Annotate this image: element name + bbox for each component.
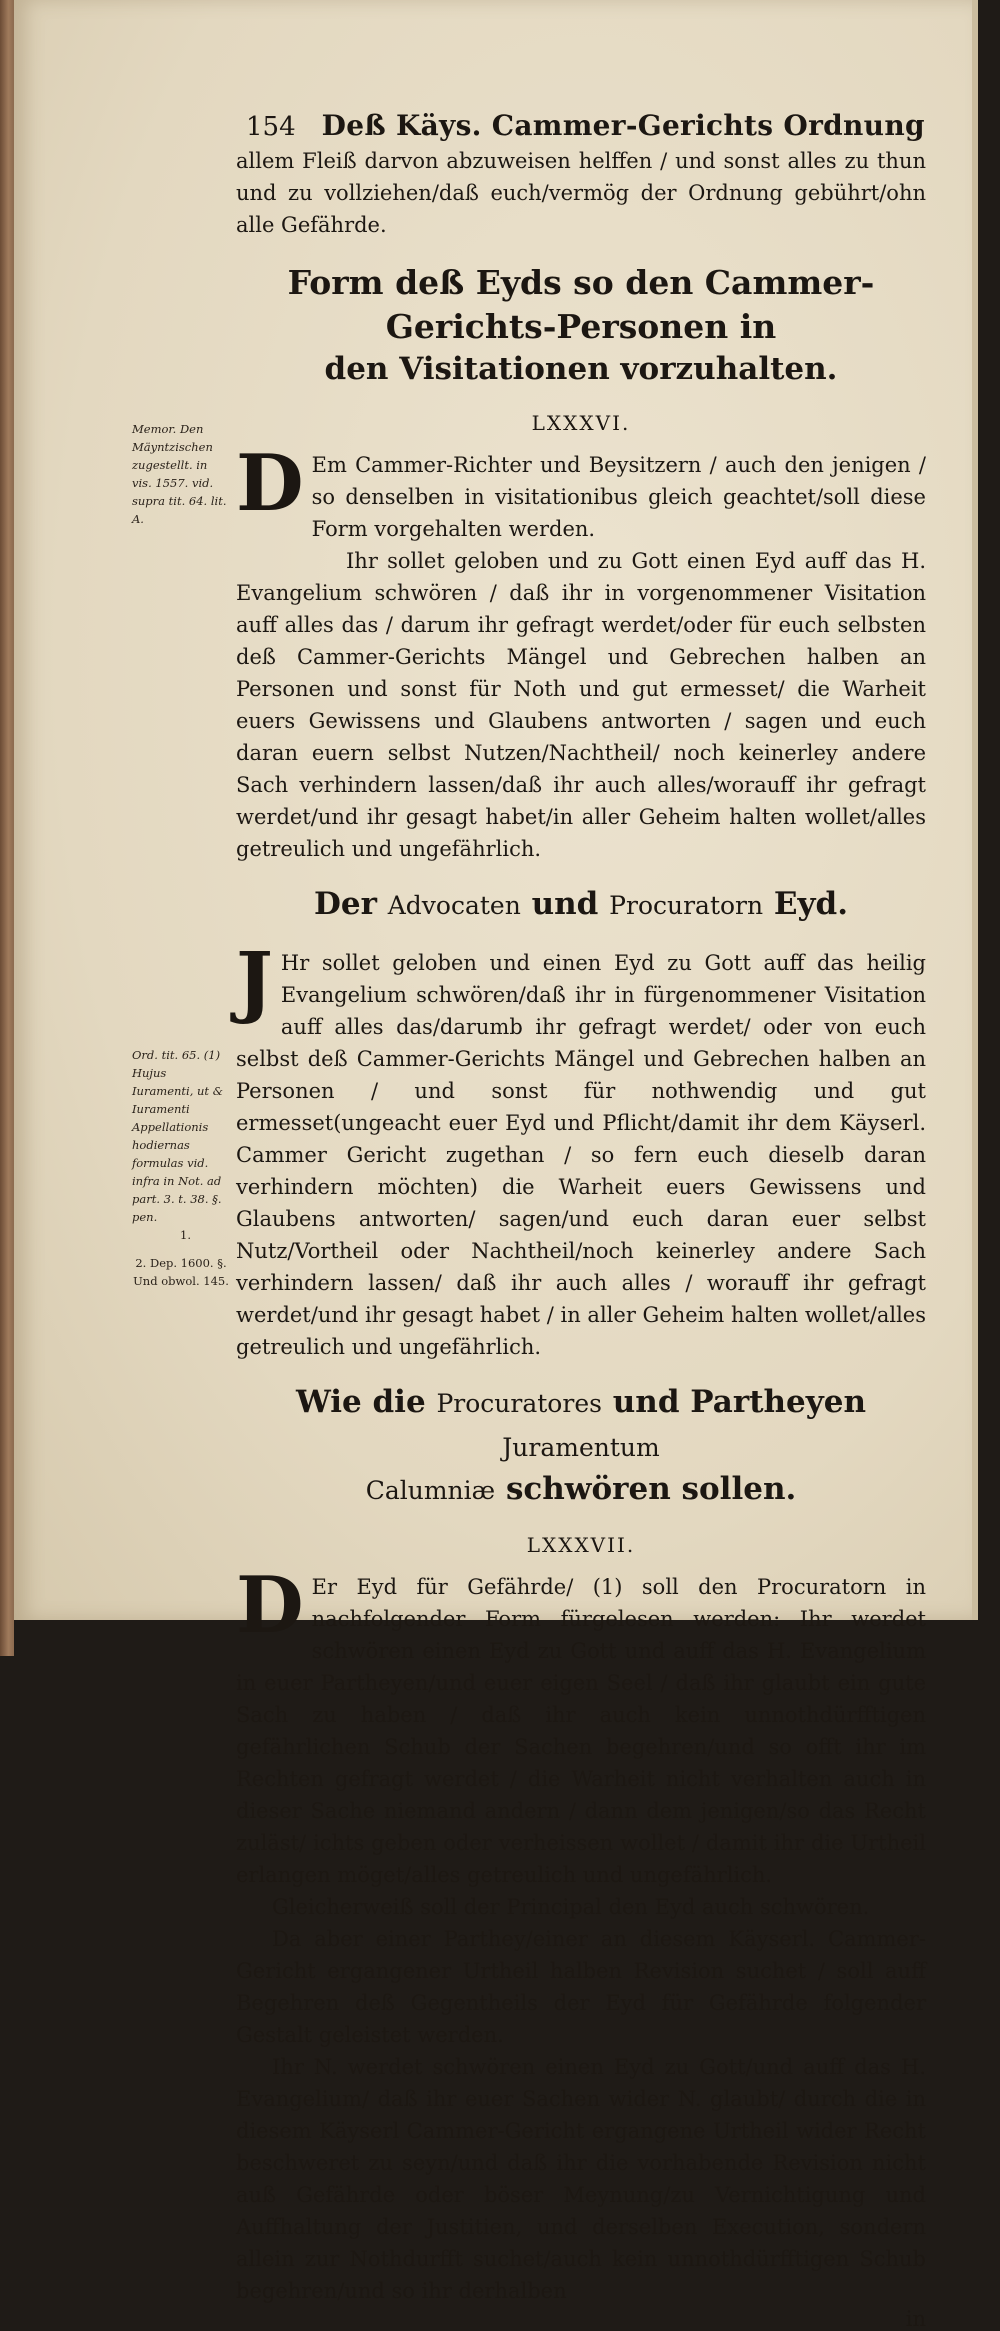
section3-para2: Gleicherweiß soll der Principal den Eyd auch schwören. bbox=[272, 1895, 870, 1919]
section3-heading-schwoeren: schwören sollen. bbox=[505, 1471, 797, 1507]
running-header bbox=[246, 108, 926, 145]
section2-dropcap: J bbox=[236, 936, 273, 1027]
section2-heading-eyd: Eyd. bbox=[773, 886, 849, 922]
section2-heading bbox=[236, 883, 926, 927]
section3-para1: Er Eyd für Gefährde/ (1) soll den Procuratorn in nachfolgender Form fürgelesen werden: Ihr werdet schwören einen Eyd zu Gott und auff das H. Evangelium in euer Partheyen/und euer eigen Seel / daß ihr glaubt ein gute Sach zu haben / daß ihr auch kein unnothdürfftigen gefährlichen Schub der Sachen begehren/und so offt ihr im Rechten gefragt werdet / die Warheit nicht verhalten auch in dieser Sache niemand andern / dann dem jenigen/so das Recht zuläst/ ichts geben oder verheissen wollet / damit ihr die Urtheil erlangen möget/alles getreulich und ungefährlich. bbox=[236, 1575, 926, 1887]
section3-heading-line2 bbox=[236, 1469, 926, 1511]
section1-number: LXXXVI. bbox=[531, 411, 631, 435]
section2-paragraph bbox=[236, 936, 926, 1363]
section1-para1: Em Cammer-Richter und Beysitzern / auch den jenigen / so denselben in visitationibus gleich geachtet/soll diese Form vorgehalten werden. bbox=[311, 453, 926, 541]
section1-heading: Form deß Eyds so den Cammer-Gerichts-Personen in bbox=[287, 263, 875, 346]
margin-note-dep: 2. Dep. 1600. §. Und obwol. 145. bbox=[133, 1256, 229, 1288]
section1-paragraph bbox=[236, 438, 926, 865]
section3-para3: Da aber einer Parthey/einer an diesem Käyserl. Cammer-Gericht ergangener Urtheil halben Revision suchet / soll auff Begehren deß Gegentheils der Eyd für Gefährde folgender Gestalt geleistet werden. bbox=[236, 1927, 926, 2047]
section2-heading-der: Der bbox=[313, 886, 377, 922]
section3-heading-und-partheyen: und Partheyen bbox=[612, 1384, 867, 1420]
section3-paragraph bbox=[236, 1560, 926, 2331]
page-number: 154 bbox=[246, 112, 296, 142]
section3-heading bbox=[236, 1381, 926, 1469]
opening-text: allem Fleiß darvon abzuweisen helffen / und sonst alles zu thun und zu vollziehen/daß euch/vermög der Ordnung gebührt/ohn alle Gefährde. bbox=[236, 149, 926, 237]
section1-para2: Ihr sollet geloben und zu Gott einen Eyd auff das H. Evangelium schwören / daß ihr in vorgenommener Visitation auff alles das / darum ihr gefragt werdet/oder für euch selbsten deß Cammer-Gerichts Mängel und Gebrechen halben an Personen und sonst für Noth und gut ermesset/ die Warheit euers Gewissens und Glaubens antworten / sagen und euch daran euern selbst Nutzen/Nachtheil/ noch keinerley andere Sach verhindern lassen/daß ihr auch alles/worauff ihr gefragt werdet/und ihr gesagt habet/in aller Geheim halten wollet/alles getreulich und ungefährlich. bbox=[236, 549, 926, 861]
running-head: Deß Käys. Cammer-Gerichts Ordnung bbox=[321, 109, 925, 142]
section3-heading-calumniae: Calumniæ bbox=[365, 1476, 496, 1505]
section3-dropcap: D bbox=[236, 1560, 304, 1651]
section2-heading-advocaten: Advocaten bbox=[387, 891, 521, 920]
margin-note-memor: Memor. Den Mäyntzischen zugestellt. in vis. 1557. vid. supra tit. 64. lit. A. bbox=[132, 422, 227, 526]
section2-heading-procuratorn: Procuratorn bbox=[609, 891, 764, 920]
section3-heading-juramentum: Juramentum bbox=[502, 1433, 660, 1462]
page-content bbox=[236, 108, 926, 2331]
section3-para4: Ihr N. werdet schwören einen Eyd zu Gott/und auff das H. Evangelium/ daß ihr euer Sachen wider N. glaubt/ durch die in diesem Käyserl Cammer-Gericht ergangene Urtheil wider Recht beschweret zu seyn/und daß ihr die vorhabende Revision nicht auß Gefährde oder böser Meynung/zu Vernichtigung und Auffhaltung der Justitien, und derselben Execution, sondern allein zur Nothdurfft suchet/auch kein unnothdürfftigen Schub begehren/und so ihr derhalben bbox=[236, 2055, 926, 2303]
catchword: in bbox=[905, 2307, 926, 2331]
section2-heading-und: und bbox=[531, 886, 599, 922]
section3-number: LXXXVII. bbox=[526, 1533, 636, 1557]
section1-heading-line2: den Visitationen vorzuhalten. bbox=[324, 351, 838, 387]
book-spine bbox=[0, 0, 14, 1656]
section2-para: Hr sollet geloben und einen Eyd zu Gott auff das heilig Evangelium schwören/daß ihr in fürgenommener Visitation auff alles das/darumb ihr gefragt werdet/ oder von euch selbst deß Cammer-Gerichts Mängel und Gebrechen halben an Personen / und sonst für nothwendig und gut ermesset(ungeacht euer Eyd und Pflicht/damit ihr dem Käyserl. Cammer Gericht zugethan / so fern euch dieselb daran verhindern möchten) die Warheit euers Gewissens und Glaubens antworten/ sagen/und euch daran euer selbst Nutz/Vortheil oder Nachtheil/noch keinerley andere Sach verhindern lassen/ daß ihr auch alles / worauff ihr gefragt werdet/und ihr gesagt habet / in aller Geheim halten wollet/alles getreulich und ungefährlich. bbox=[236, 951, 926, 1359]
section1-dropcap: D bbox=[236, 438, 304, 529]
section3-heading-wie-die: Wie die bbox=[295, 1384, 426, 1420]
margin-note-num1: 1. bbox=[180, 1228, 191, 1242]
section3-heading-procuratores: Procuratores bbox=[436, 1389, 602, 1418]
margin-note-ord: Ord. tit. 65. (1) Hujus Iuramenti, ut & Iuramenti Appellationis hodiernas formulas vid. infra in Not. ad part. 3. t. 38. §. pen. bbox=[132, 1048, 223, 1224]
